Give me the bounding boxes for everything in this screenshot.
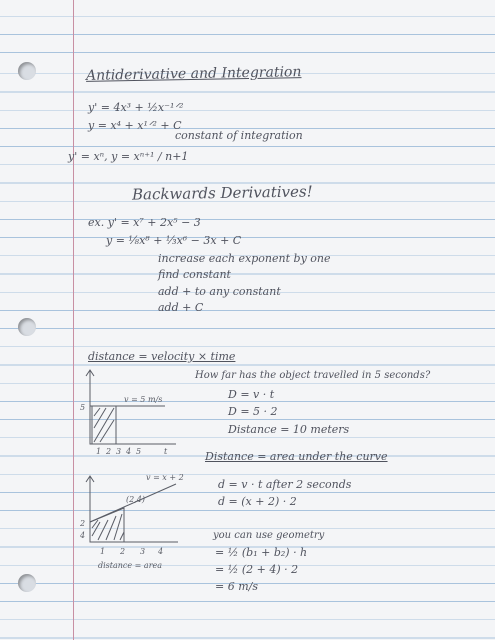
- graph2-point-label: (2,4): [126, 495, 145, 504]
- geometry-3: = 6 m/s: [215, 580, 258, 593]
- area-heading: Distance = area under the curve: [205, 450, 388, 463]
- binder-hole-top: [18, 62, 36, 80]
- binder-hole-middle: [18, 318, 36, 336]
- graph2-axes: [90, 476, 178, 542]
- antiderivative-equation: y = x⁴ + x¹ᐟ² + C: [88, 119, 182, 132]
- power-rule: y' = xⁿ, y = xⁿ⁺¹ / n+1: [68, 150, 189, 163]
- question: How far has the object travelled in 5 seconds?: [195, 370, 431, 381]
- graph1-y-tick-5: 5: [80, 403, 86, 412]
- example-equation: ex. y' = x⁷ + 2x⁵ − 3: [88, 216, 201, 229]
- page-title: Antiderivative and Integration: [85, 64, 302, 84]
- velocity-time-graph: [80, 362, 180, 462]
- graph2-x-tick-1: 1: [100, 547, 106, 556]
- graph1-x-tick-2: 2: [106, 447, 112, 456]
- graph2-shading: [92, 514, 124, 540]
- step-4: add + C: [158, 301, 204, 314]
- geometry-2: = ½ (2 + 4) · 2: [215, 563, 299, 576]
- geometry-note: you can use geometry: [213, 530, 325, 541]
- work-1: d = v · t after 2 seconds: [218, 478, 352, 491]
- step-2: find constant: [158, 268, 231, 281]
- binder-hole-bottom: [18, 574, 36, 592]
- constant-note: constant of integration: [175, 129, 303, 142]
- geometry-1: = ½ (b₁ + b₂) · h: [215, 546, 308, 559]
- graph1-x-tick-1: 1: [96, 447, 102, 456]
- graph2-under-label: distance = area: [98, 561, 163, 570]
- graph2-line-label: v = x + 2: [146, 473, 184, 482]
- graph1-x-tick-5: 5: [136, 447, 142, 456]
- linear-velocity-graph: [78, 470, 188, 570]
- graph1-x-axis-t: t: [164, 447, 168, 456]
- step-3: add + to any constant: [158, 285, 281, 298]
- graph2-y-tick-4: 4: [80, 531, 86, 540]
- step-1: increase each exponent by one: [158, 252, 331, 265]
- graph1-x-tick-4: 4: [126, 447, 132, 456]
- backwards-heading: Backwards Derivatives!: [131, 182, 313, 204]
- calc-3: Distance = 10 meters: [228, 423, 350, 436]
- graph2-y-tick-2: 2: [80, 519, 86, 528]
- graph1-shading: [94, 408, 114, 442]
- calc-2: D = 5 · 2: [228, 405, 278, 418]
- graph1-x-tick-3: 3: [116, 447, 122, 456]
- distance-formula: distance = velocity × time: [88, 350, 236, 363]
- graph2-x-tick-4: 4: [158, 547, 164, 556]
- work-2: d = (x + 2) · 2: [218, 495, 297, 508]
- graph1-axes: [90, 370, 176, 444]
- graph1-line-label: v = 5 m/s: [124, 395, 163, 404]
- graph2-x-tick-2: 2: [120, 547, 126, 556]
- example-answer: y = ⅛x⁸ + ⅓x⁶ − 3x + C: [106, 234, 242, 247]
- calc-1: D = v · t: [228, 388, 275, 401]
- derivative-equation: y' = 4x³ + ½x⁻¹ᐟ²: [88, 101, 184, 114]
- graph2-x-tick-3: 3: [140, 547, 146, 556]
